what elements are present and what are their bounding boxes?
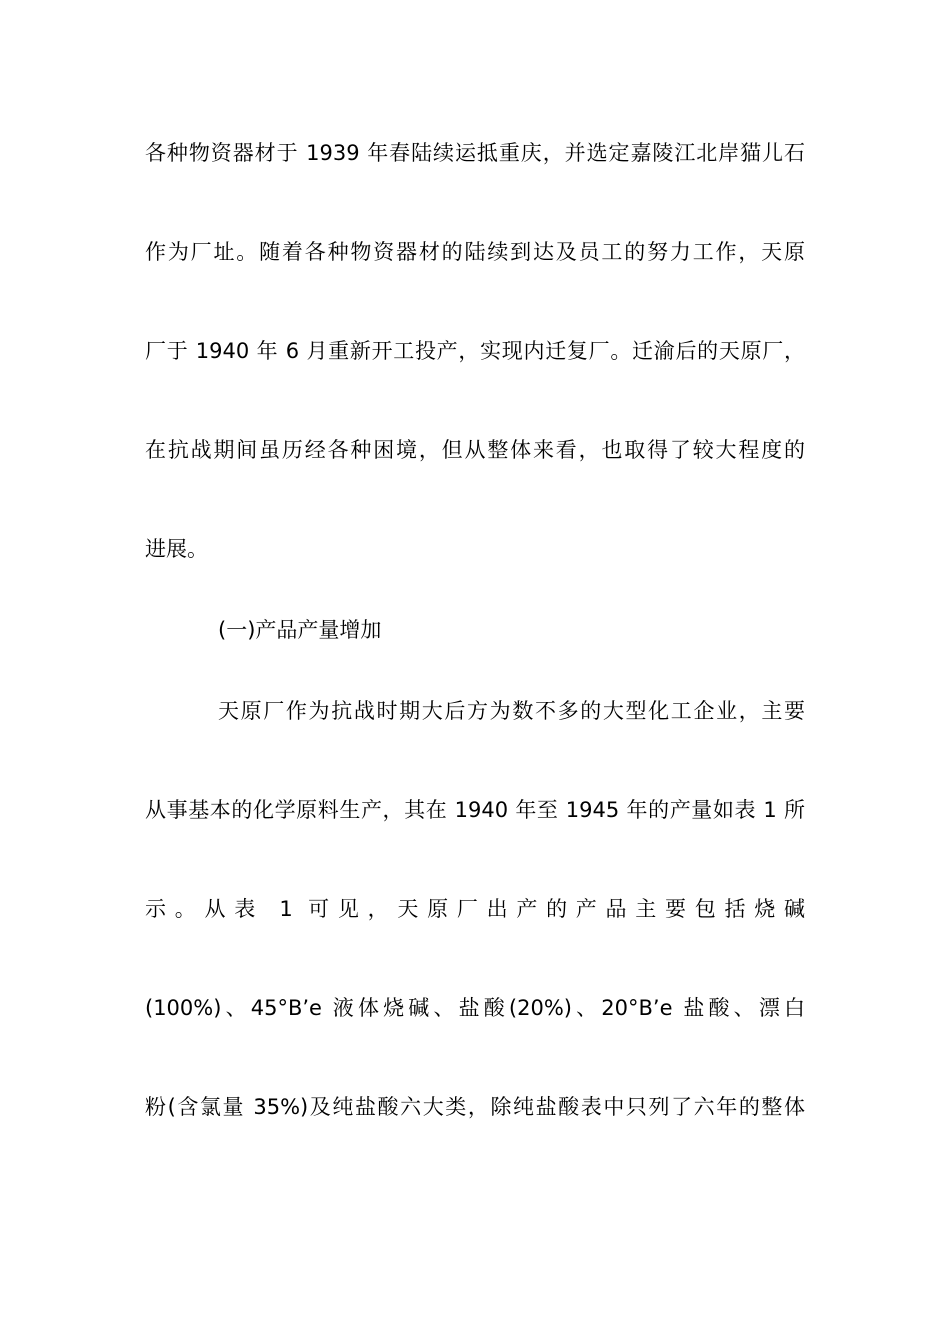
- paragraph-line: 在抗战期间虽历经各种困境，但从整体来看，也取得了较大程度的: [145, 438, 805, 462]
- section-heading: (一)产品产量增加: [218, 618, 382, 642]
- paragraph-line: 示。从表 1 可见，天原厂出产的产品主要包括烧碱: [145, 897, 805, 921]
- paragraph-line: 从事基本的化学原料生产，其在 1940 年至 1945 年的产量如表 1 所: [145, 798, 805, 822]
- paragraph-line: 进展。: [145, 537, 208, 561]
- paragraph-line: 天原厂作为抗战时期大后方为数不多的大型化工企业，主要: [218, 699, 805, 723]
- paragraph-line: 厂于 1940 年 6 月重新开工投产，实现内迁复厂。迁渝后的天原厂，: [145, 339, 805, 363]
- paragraph-line: 各种物资器材于 1939 年春陆续运抵重庆，并选定嘉陵江北岸猫儿石: [145, 141, 805, 165]
- paragraph-line: 粉(含氯量 35%)及纯盐酸六大类，除纯盐酸表中只列了六年的整体: [145, 1095, 805, 1119]
- paragraph-line: (100%)、45°B’e 液体烧碱、盐酸(20%)、20°B’e 盐酸、漂白: [145, 996, 805, 1020]
- paragraph-line: 作为厂址。随着各种物资器材的陆续到达及员工的努力工作，天原: [145, 240, 805, 264]
